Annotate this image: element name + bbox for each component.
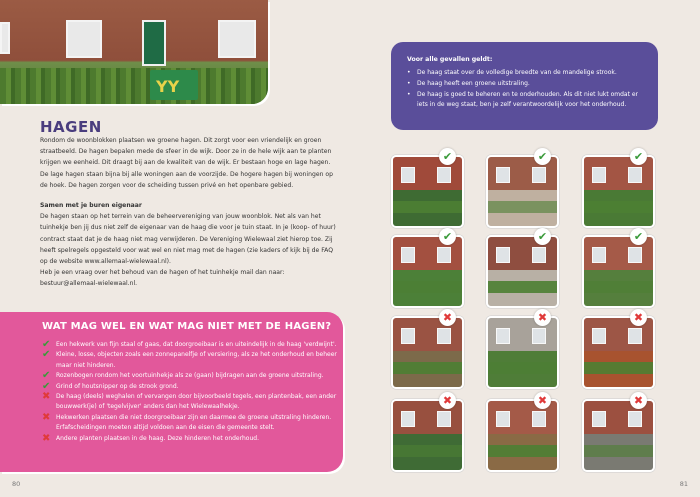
cross-icon: ✖ — [42, 391, 51, 403]
conditions-title: Voor alle gevallen geldt: — [407, 56, 493, 63]
hedge-example-photo — [582, 399, 655, 472]
photo-door — [142, 20, 166, 66]
conditions-box — [391, 42, 658, 130]
hedge-example-photo — [391, 235, 464, 308]
rule-item: ✖ Andere planten plaatsen in de haag. Deze hinderen het onderhoud. — [42, 432, 259, 444]
hedge-example-photo — [391, 399, 464, 472]
contact-paragraph: Heb je een vraag over het behoud van de hagen of het tuinhekje mail dan naar: bestuur@allemaal-wielewaal.nl. — [40, 269, 285, 288]
photo-window — [66, 20, 102, 58]
rule-item: ✔ Een hekwerk van fijn staal of gaas, dat doorgroeibaar is en uiteindelijk in de haag 'verdwijnt'. — [42, 339, 337, 350]
hedge-example-photo — [582, 235, 655, 308]
condition-item: • De haag staat over de volledige breedte van de mandelige strook. — [407, 68, 642, 79]
hedge-example-photo — [582, 155, 655, 228]
ownership-paragraph: De hagen staan op het terrein van de beheervereniging van jouw woonblok. Net als van het tuinhekje ben jij dus niet zelf de eigenaar van de haag die voor je tuin staat. In je (koop- of huur) contract staat dat je de haag niet mag verwijderen. De Vereniging Wielewaal ziet hierop toe. Zij heeft spelregels opgesteld voor wat wel en niet mag met de hagen (zie kaders of kijk bij de FAQ op de website www.allemaal-wielewaal.nl). — [40, 213, 336, 266]
cross-icon: ✖ — [42, 411, 51, 423]
photo-garden-bin: YY — [150, 70, 198, 100]
photo-hedge — [0, 68, 268, 104]
cross-icon: ✖ — [439, 392, 456, 409]
hedge-example-photo — [391, 316, 464, 389]
check-icon: ✔ — [439, 228, 456, 245]
hedge-example-photo — [391, 155, 464, 228]
rule-item: ✔ Rozenbogen rondom het voortuinhekje als ze (gaan) bijdragen aan de groene uitstraling. — [42, 370, 324, 382]
rules-list — [42, 340, 338, 444]
rule-item: ✖ De haag (deels) weghalen of vervangen door bijvoorbeeld tegels, een plantenbak, een ander bouwwerk(je) of 'tegelvijver' anders dan het Wielewaalhekje. — [42, 391, 337, 411]
cross-icon: ✖ — [439, 309, 456, 326]
rules-title: WAT MAG WEL EN WAT MAG NIET MET DE HAGEN? — [42, 321, 332, 332]
rule-item: ✔ Kleine, losse, objecten zoals een zonnepanelfje of versiering, als ze het onderhoud en beheer maar niet hinderen. — [42, 349, 337, 369]
intro-paragraph: Rondom de woonblokken plaatsen we groene hagen. Dit zorgt voor een vriendelijk en groen straatbeeld. De hagen bepalen mede de sfeer in de wijk. Door ze in de hele wijk aan te planten krijgen we eenheid. Dit draagt bij aan de kwaliteit van de wijk. Er bestaan hoge en lage hagen. De lage hagen staan bijna bij alle woningen aan de voorzijde. De hogere hagen bij woningen op de hoek. De hagen zorgen voor de scheiding tussen privé en het openbare gebied. — [40, 137, 333, 189]
cross-icon: ✖ — [534, 309, 551, 326]
photo-window — [0, 22, 10, 54]
check-icon: ✔ — [42, 370, 51, 382]
hero-photo — [0, 0, 268, 104]
rule-item: ✖ Hekwerken plaatsen die niet doorgroeibaar zijn en daarmee de groene uitstraling hinderen. Erfafscheidingen moeten altijd voldoen aan de eisen die gemeente stelt. — [42, 411, 332, 432]
check-icon: ✔ — [439, 148, 456, 165]
check-icon: ✔ — [42, 380, 51, 392]
check-icon: ✔ — [630, 228, 647, 245]
condition-item: • De haag heeft een groene uitstraling. — [407, 79, 642, 90]
check-icon: ✔ — [42, 339, 51, 350]
hedge-example-photo — [486, 316, 559, 389]
check-icon: ✔ — [42, 349, 51, 361]
page-number-right: 81 — [679, 480, 688, 488]
hedge-example-photo — [486, 155, 559, 228]
check-icon: ✔ — [630, 148, 647, 165]
page-number-left: 80 — [12, 480, 21, 488]
check-icon: ✔ — [534, 148, 551, 165]
body-text — [40, 135, 336, 290]
subheading: Samen met je buren eigenaar — [40, 202, 142, 210]
cross-icon: ✖ — [630, 392, 647, 409]
cross-icon: ✖ — [42, 432, 51, 444]
hedge-example-photo — [486, 399, 559, 472]
check-icon: ✔ — [534, 228, 551, 245]
page-title: HAGEN — [40, 118, 102, 136]
rule-item: ✔ Grind of houtsnipper op de strook grond. — [42, 380, 179, 392]
hedge-example-photo — [582, 316, 655, 389]
hedge-example-photo — [486, 235, 559, 308]
cross-icon: ✖ — [534, 392, 551, 409]
cross-icon: ✖ — [630, 309, 647, 326]
photo-window — [218, 20, 256, 58]
condition-item: • De haag is goed te beheren en te onderhouden. Als dit niet lukt omdat er iets in de weg staat, ben je zelf verantwoordelijk voor het onderhoud. — [407, 90, 642, 112]
